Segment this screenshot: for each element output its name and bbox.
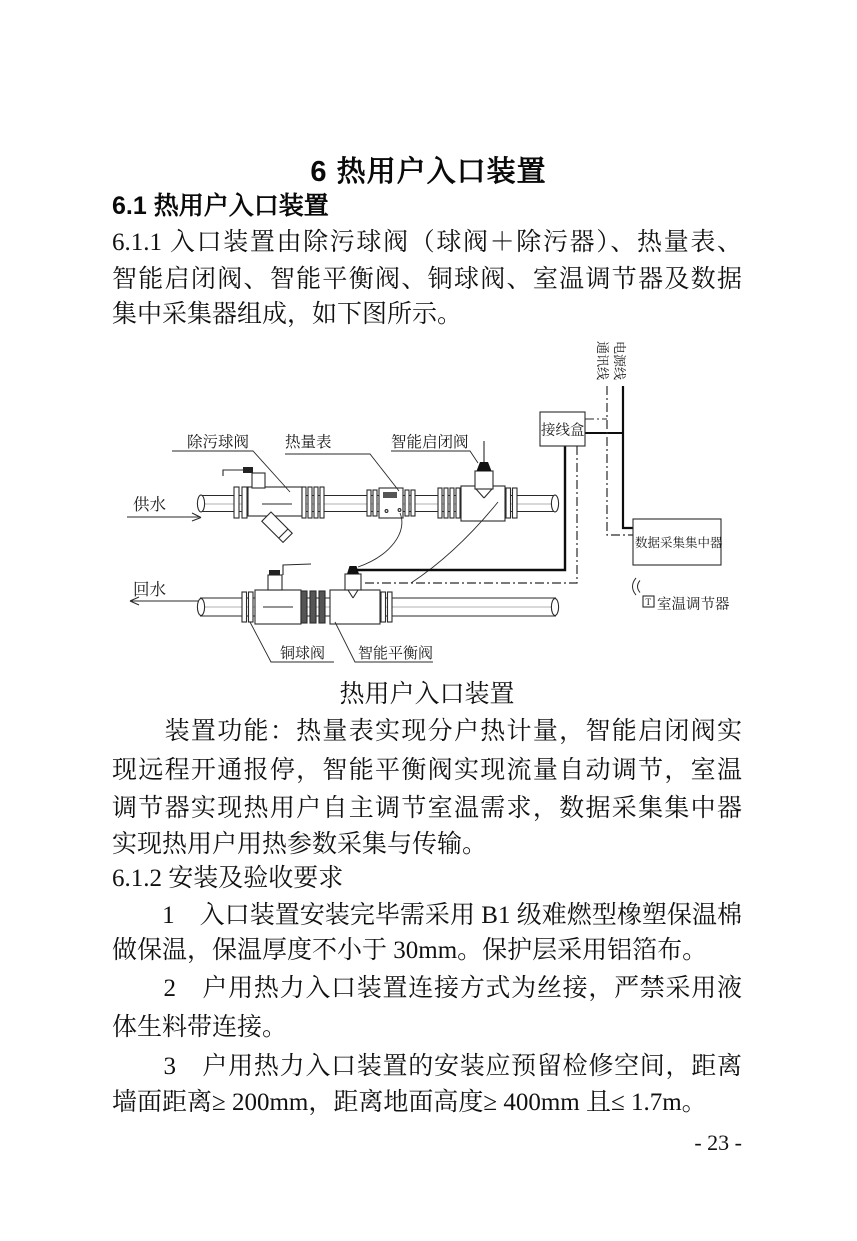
strainer (262, 512, 292, 542)
item-line: 墙面距离≥ 200mm，距离地面高度≥ 400mm 且≤ 1.7m。 (112, 1089, 707, 1116)
comm-riser (607, 386, 633, 535)
smart-onoff-valve (438, 441, 517, 521)
page-title: 6 热用户入口装置 (310, 156, 547, 188)
figure-caption: 热用户入口装置 (339, 681, 515, 708)
paragraph-function-line: 实现热用户用热参数采集与传输。 (112, 831, 488, 858)
heat-meter (367, 488, 415, 518)
page-number: - 23 - (694, 1130, 742, 1155)
label-comm-line: 通讯线 (595, 341, 610, 381)
label-leaders (172, 451, 478, 662)
valve-handle (283, 564, 311, 575)
wifi-arc (633, 578, 637, 595)
label-return-water: 回水 (133, 580, 166, 599)
paragraph-6-1-1-line: 智能启闭阀、智能平衡阀、铜球阀、室温调节器及数据 (112, 266, 742, 293)
label-junction-box: 接线盒 (541, 423, 585, 439)
actuator-cap (477, 462, 492, 471)
section-heading-6-1-2: 6.1.2 安装及验收要求 (112, 865, 344, 892)
sensor-cable (358, 513, 402, 567)
paragraph-function-line: 调节器实现热用户自主调节室温需求，数据采集集中器 (112, 795, 742, 822)
wifi-arc (638, 581, 641, 593)
label-data-collector: 数据采集集中器 (635, 536, 723, 550)
wiring (356, 386, 633, 583)
smart-balance-valve (301, 566, 392, 624)
label-power-line: 电源线 (612, 341, 627, 381)
label-smart-balance-valve: 智能平衡阀 (358, 646, 434, 662)
item-line: 做保温，保温厚度不小于 30mm。保护层采用铝箔布。 (112, 937, 708, 964)
valve-handle (223, 470, 243, 476)
power-riser (623, 386, 633, 528)
label-room-thermostat: 室温调节器 (657, 597, 730, 613)
label-heat-meter: 热量表 (285, 434, 332, 451)
item-line: 3 户用热力入口装置的安装应预留检修空间，距离 (112, 1053, 742, 1080)
paragraph-function-line: 装置功能：热量表实现分户热计量，智能启闭阀实 (112, 718, 742, 745)
label-smart-onoff-valve: 智能启闭阀 (391, 434, 469, 451)
thermostat-t-symbol: T (645, 597, 651, 607)
label-copper-ball-valve: 铜球阀 (280, 646, 326, 662)
paragraph-6-1-1-line: 集中采集器组成，如下图所示。 (112, 301, 463, 328)
paragraph-function-line: 现远程开通报停，智能平衡阀实现流量自动调节，室温 (112, 757, 742, 784)
label-supply-water: 供水 (133, 495, 166, 514)
item-line: 1 入口装置安装完毕需采用 B1 级难燃型橡塑保温棉 (112, 902, 742, 929)
strainer-ball-valve (223, 467, 324, 542)
item-line: 体生料带连接。 (112, 1014, 288, 1041)
section-heading-6-1: 6.1 热用户入口装置 (112, 192, 329, 220)
item-line: 2 户用热力入口装置连接方式为丝接，严禁采用液 (112, 975, 742, 1002)
paragraph-6-1-1-line: 6.1.1 入口装置由除污球阀（球阀＋除污器）、热量表、 (112, 229, 742, 256)
label-strainer-ball-valve: 除污球阀 (187, 434, 250, 451)
